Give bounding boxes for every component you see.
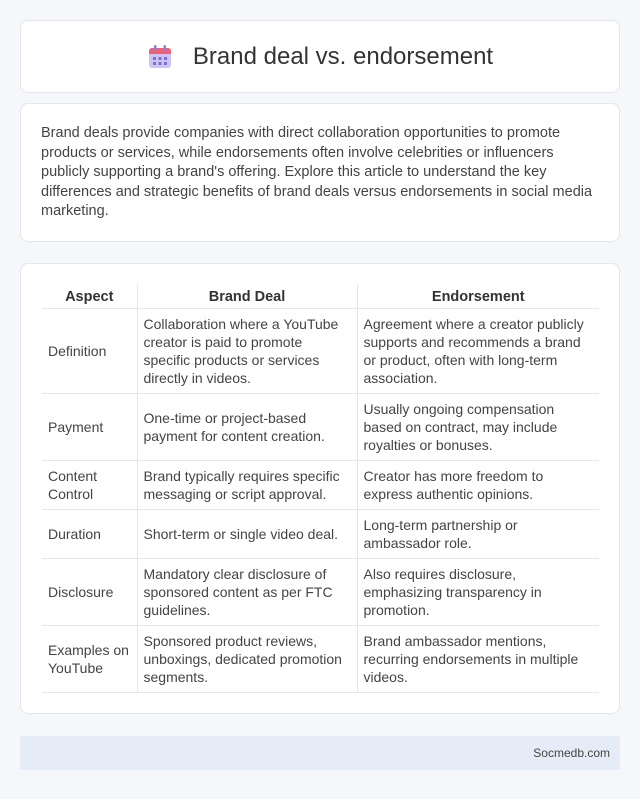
row-brand-deal: Collaboration where a YouTube creator is paid to promote specific products or services directly in videos.	[137, 308, 357, 393]
row-brand-deal: Sponsored product reviews, unboxings, dedicated promotion segments.	[137, 625, 357, 692]
row-brand-deal: One-time or project-based payment for content creation.	[137, 393, 357, 460]
comparison-card	[20, 263, 620, 714]
row-brand-deal: Short-term or single video deal.	[137, 509, 357, 558]
table-row	[42, 509, 599, 558]
row-brand-deal: Brand typically requires specific messaging or script approval.	[137, 460, 357, 509]
table-row	[42, 308, 599, 393]
title-card	[20, 20, 620, 93]
row-aspect: Payment	[42, 393, 137, 460]
row-aspect: Disclosure	[42, 558, 137, 625]
table-header-row	[42, 284, 599, 308]
row-endorsement: Long-term partnership or ambassador role.	[357, 509, 599, 558]
header-aspect: Aspect	[42, 284, 137, 308]
header-endorsement: Endorsement	[357, 284, 599, 308]
row-brand-deal: Mandatory clear disclosure of sponsored content as per FTC guidelines.	[137, 558, 357, 625]
intro-card	[20, 103, 620, 242]
row-endorsement: Creator has more freedom to express authentic opinions.	[357, 460, 599, 509]
intro-text: Brand deals provide companies with direct collaboration opportunities to promote products or services, while endorsements often involve celebrities or influencers publicly supporting a brand's offering. Explore this article to understand the key differences and strategic benefits of brand deals versus endorsements in social media marketing.	[41, 125, 593, 220]
table-row	[42, 393, 599, 460]
row-aspect: Examples on YouTube	[42, 625, 137, 692]
row-endorsement: Usually ongoing compensation based on contract, may include royalties or bonuses.	[357, 393, 599, 460]
row-aspect: Definition	[42, 308, 137, 393]
row-endorsement: Brand ambassador mentions, recurring endorsements in multiple videos.	[357, 625, 599, 692]
row-endorsement: Agreement where a creator publicly supports and recommends a brand or product, often with long-term association.	[357, 308, 599, 393]
footer	[20, 736, 620, 770]
table-row	[42, 558, 599, 625]
calendar-icon	[147, 44, 173, 70]
footer-site-link[interactable]: Socmedb.com	[533, 746, 610, 760]
row-aspect: Content Control	[42, 460, 137, 509]
row-aspect: Duration	[42, 509, 137, 558]
table-row	[42, 460, 599, 509]
table-row	[42, 625, 599, 692]
comparison-table	[42, 284, 599, 693]
page-title: Brand deal vs. endorsement	[192, 42, 494, 70]
row-endorsement: Also requires disclosure, emphasizing transparency in promotion.	[357, 558, 599, 625]
header-brand-deal: Brand Deal	[137, 284, 357, 308]
